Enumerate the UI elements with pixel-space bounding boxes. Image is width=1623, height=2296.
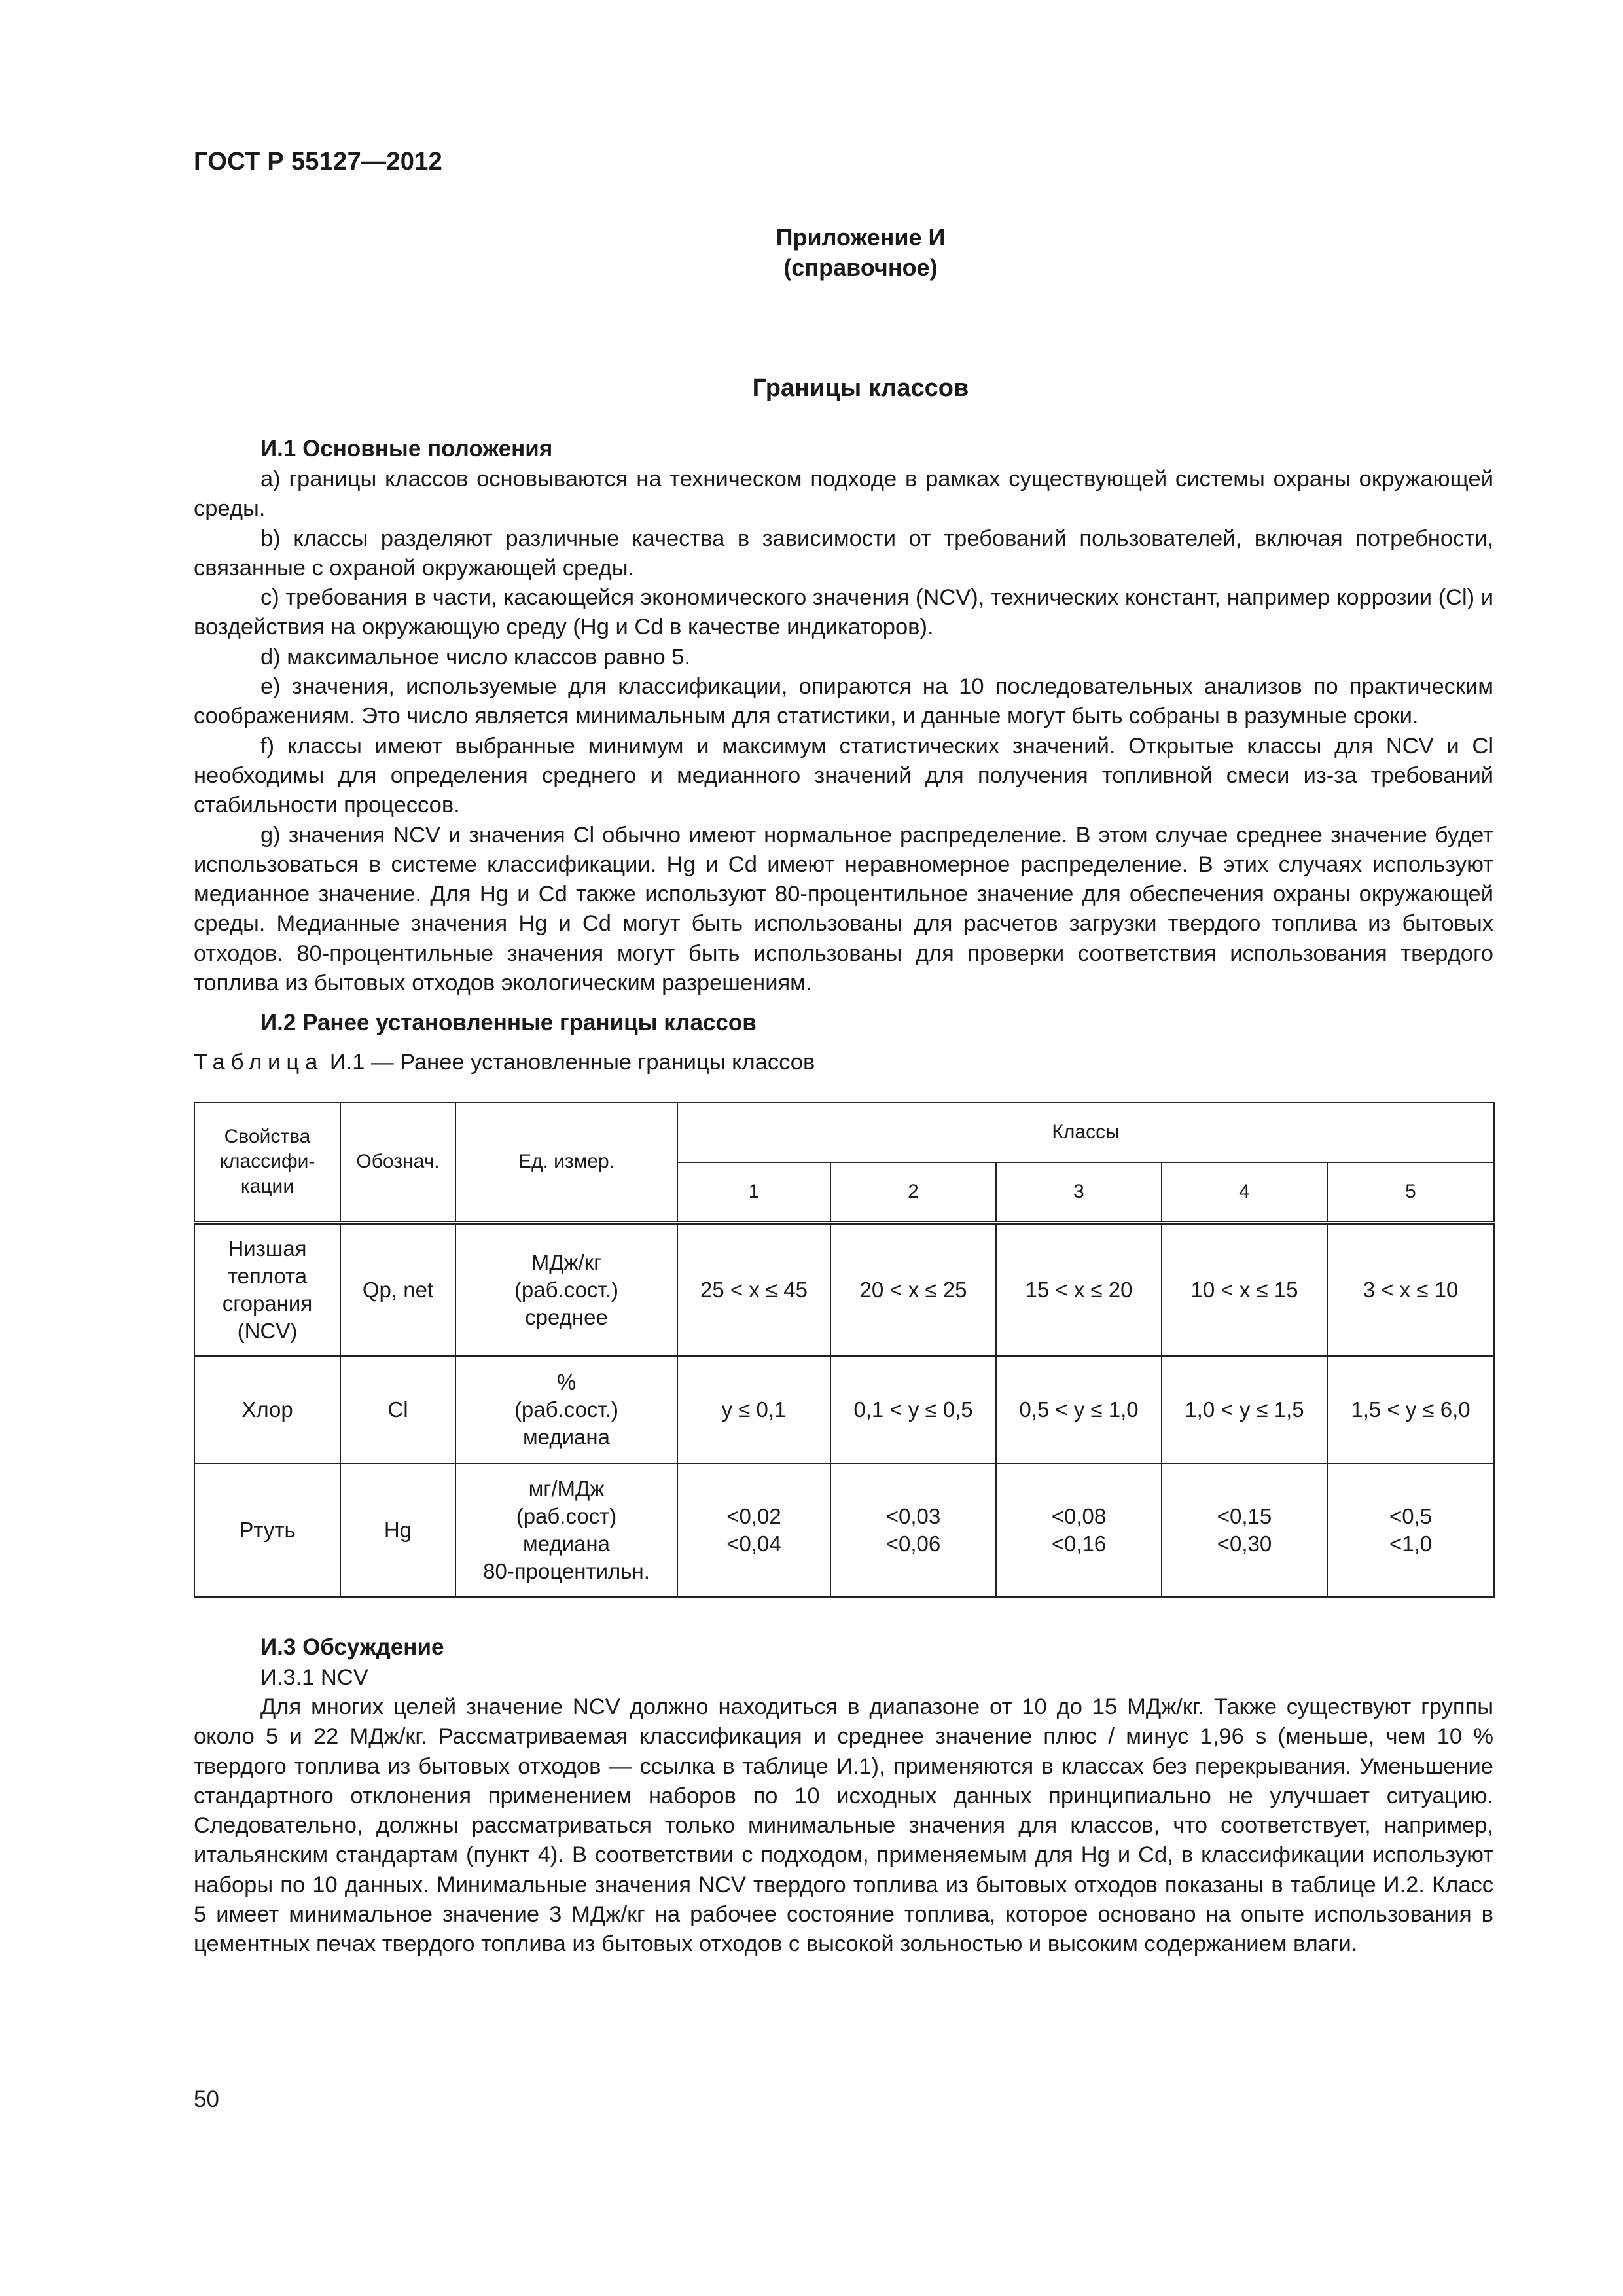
class-boundaries-table: [194, 1102, 1495, 1598]
table-row: [194, 1463, 1494, 1597]
paragraph-e: e) значения, используемые для классификации, опираются на 10 последовательных анализов по практическим соображениям. Это число является минимальным для статистики, и данные могут быть собраны в разумные сроки.: [194, 674, 1493, 729]
header-unit: Ед. измер.: [455, 1102, 677, 1223]
annex-heading: [654, 223, 1067, 283]
cell-class-4: [1162, 1223, 1327, 1356]
value-line: <0,08: [1051, 1503, 1107, 1528]
cell-class-3: [996, 1223, 1162, 1356]
value-line: 1,5 < y ≤ 6,0: [1351, 1397, 1471, 1422]
unit-line: среднее: [525, 1304, 608, 1329]
paragraph-g: g) значения NCV и значения Cl обычно имеют нормальное распределение. В этом случае среднее значение будет использоваться в системе классификации. Hg и Cd имеют неравномерное распределение. В этих случаях используют медианное значение. Для Hg и Cd также используют 80-процентильное значение для обеспечения охраны окружающей среды. Медианные значения Hg и Cd могут быть использованы для расчетов загрузки твердого топлива из бытовых отходов. 80-процентильные значения могут быть использованы для проверки соответствия использования твердого топлива из бытовых отходов экологическим разрешениям.: [194, 822, 1493, 996]
header-class-2: 2: [830, 1162, 996, 1223]
cell-class-1: [677, 1223, 830, 1356]
unit-line: (раб.сост): [516, 1503, 617, 1528]
unit-line: медиана: [523, 1424, 610, 1449]
document-code: ГОСТ Р 55127—2012: [194, 148, 443, 175]
header-class-3: 3: [996, 1162, 1162, 1223]
cell-class-5: [1327, 1463, 1494, 1597]
header-symbol: Обознач.: [340, 1102, 455, 1223]
cell-class-2: [830, 1223, 996, 1356]
annex-kind: (справочное): [783, 254, 938, 281]
value-line: <1,0: [1389, 1531, 1433, 1556]
section-3-heading: И.3 Обсуждение: [260, 1634, 444, 1660]
value-line: 1,0 < y ≤ 1,5: [1185, 1397, 1304, 1422]
paragraph-b: b) классы разделяют различные качества в зависимости от требований пользователей, включая потребности, связанные с охраной окружающей среды.: [194, 526, 1493, 581]
value-line: y ≤ 0,1: [721, 1397, 787, 1422]
value-line: 0,5 < y ≤ 1,0: [1019, 1397, 1139, 1422]
header-class-4: 4: [1162, 1162, 1327, 1223]
annex-title: Приложение И: [776, 224, 946, 251]
cell-unit: [455, 1223, 677, 1356]
value-line: <0,30: [1217, 1531, 1272, 1556]
value-line: 15 < x ≤ 20: [1025, 1277, 1133, 1302]
value-line: 3 < x ≤ 10: [1363, 1277, 1459, 1302]
cell-unit: [455, 1463, 677, 1597]
cell-property: Хлор: [194, 1356, 340, 1463]
cell-property: Ртуть: [194, 1463, 340, 1597]
unit-line: (раб.сост.): [514, 1277, 619, 1302]
header-class-5: 5: [1327, 1162, 1494, 1223]
cell-symbol: Qp, net: [340, 1223, 455, 1356]
cell-class-2: [830, 1356, 996, 1463]
value-line: <0,04: [726, 1531, 781, 1556]
header-class-1: 1: [677, 1162, 830, 1223]
header-classes: Классы: [677, 1102, 1494, 1162]
document-body: [194, 433, 1493, 1960]
section-2-heading: И.2 Ранее установленные границы классов: [260, 1010, 757, 1036]
unit-line: мг/МДж: [528, 1476, 605, 1501]
cell-class-3: [996, 1356, 1162, 1463]
subsection-ncv-heading: И.3.1 NCV: [260, 1664, 368, 1690]
table-caption: [194, 1048, 1493, 1077]
page-number: 50: [194, 2087, 219, 2112]
cell-symbol: Hg: [340, 1463, 455, 1597]
value-line: <0,15: [1217, 1503, 1272, 1528]
cell-class-4: [1162, 1463, 1327, 1597]
table-row: [194, 1356, 1494, 1463]
value-line: 0,1 < y ≤ 0,5: [853, 1397, 973, 1422]
paragraph-c: c) требования в части, касающейся экономического значения (NCV), технических констант, например коррозии (Cl) и воздействия на окружающую среду (Hg и Cd в качестве индикаторов).: [194, 585, 1493, 640]
unit-line: МДж/кг: [531, 1249, 602, 1274]
cell-class-1: [677, 1463, 830, 1597]
paragraph-a: a) границы классов основываются на техническом подходе в рамках существующей системы охраны окружающей среды.: [194, 467, 1493, 522]
value-line: 10 < x ≤ 15: [1190, 1277, 1298, 1302]
discussion-paragraph: Для многих целей значение NCV должно находиться в диапазоне от 10 до 15 МДж/кг. Также существуют группы около 5 и 22 МДж/кг. Рассматриваемая классификация и среднее значение плюс / минус 1,96 s (меньше, чем 10 % твердого топлива из бытовых отходов — ссылка в таблице И.1), применяются в классах без перекрывания. Уменьшение стандартного отклонения применением наборов по 10 исходных данных принципиально не улучшает ситуацию. Следовательно, должны рассматриваться только минимальные значения для классов, что соответствует, например, итальянским стандартам (пункт 4). В соответствии с подходом, применяемым для Hg и Cd, в классификации используют наборы по 10 данных. Минимальные значения NCV твердого топлива из бытовых отходов показаны в таблице И.2. Класс 5 имеет минимальное значение 3 МДж/кг на рабочее состояние топлива, которое основано на опыте использования в цементных печах твердого топлива из бытовых отходов с высокой зольностью и высоким содержанием влаги.: [194, 1694, 1493, 1957]
main-title: Границы классов: [752, 374, 969, 402]
cell-unit: [455, 1356, 677, 1463]
value-line: 20 < x ≤ 25: [859, 1277, 967, 1302]
value-line: <0,02: [726, 1503, 781, 1528]
unit-line: медиана: [523, 1531, 610, 1556]
cell-class-5: [1327, 1356, 1494, 1463]
value-line: <0,06: [885, 1531, 941, 1556]
section-1-heading: И.1 Основные положения: [260, 436, 553, 461]
cell-symbol: Cl: [340, 1356, 455, 1463]
value-line: 25 < x ≤ 45: [700, 1277, 808, 1302]
cell-class-3: [996, 1463, 1162, 1597]
table-row: [194, 1223, 1494, 1356]
value-line: <0,16: [1051, 1531, 1107, 1556]
cell-class-5: [1327, 1223, 1494, 1356]
unit-line: %: [556, 1369, 577, 1394]
cell-class-1: [677, 1356, 830, 1463]
header-property: Свойства классифи-кации: [194, 1102, 340, 1223]
table-caption-text: И.1 — Ранее установленные границы классов: [323, 1050, 815, 1075]
unit-line: (раб.сост.): [514, 1397, 619, 1422]
unit-line: 80-процентильн.: [483, 1558, 650, 1583]
table-caption-word: Таблица: [194, 1050, 324, 1075]
cell-class-4: [1162, 1356, 1327, 1463]
paragraph-f: f) классы имеют выбранные минимум и максимум статистических значений. Открытые классы для NCV и Cl необходимы для определения среднего и медианного значений для получения топливной смеси из-за требований стабильности процессов.: [194, 733, 1493, 818]
value-line: <0,5: [1389, 1503, 1433, 1528]
value-line: <0,03: [885, 1503, 941, 1528]
paragraph-d: d) максимальное число классов равно 5.: [260, 644, 691, 670]
cell-class-2: [830, 1463, 996, 1597]
cell-property: Низшая теплота сгорания (NCV): [194, 1223, 340, 1356]
